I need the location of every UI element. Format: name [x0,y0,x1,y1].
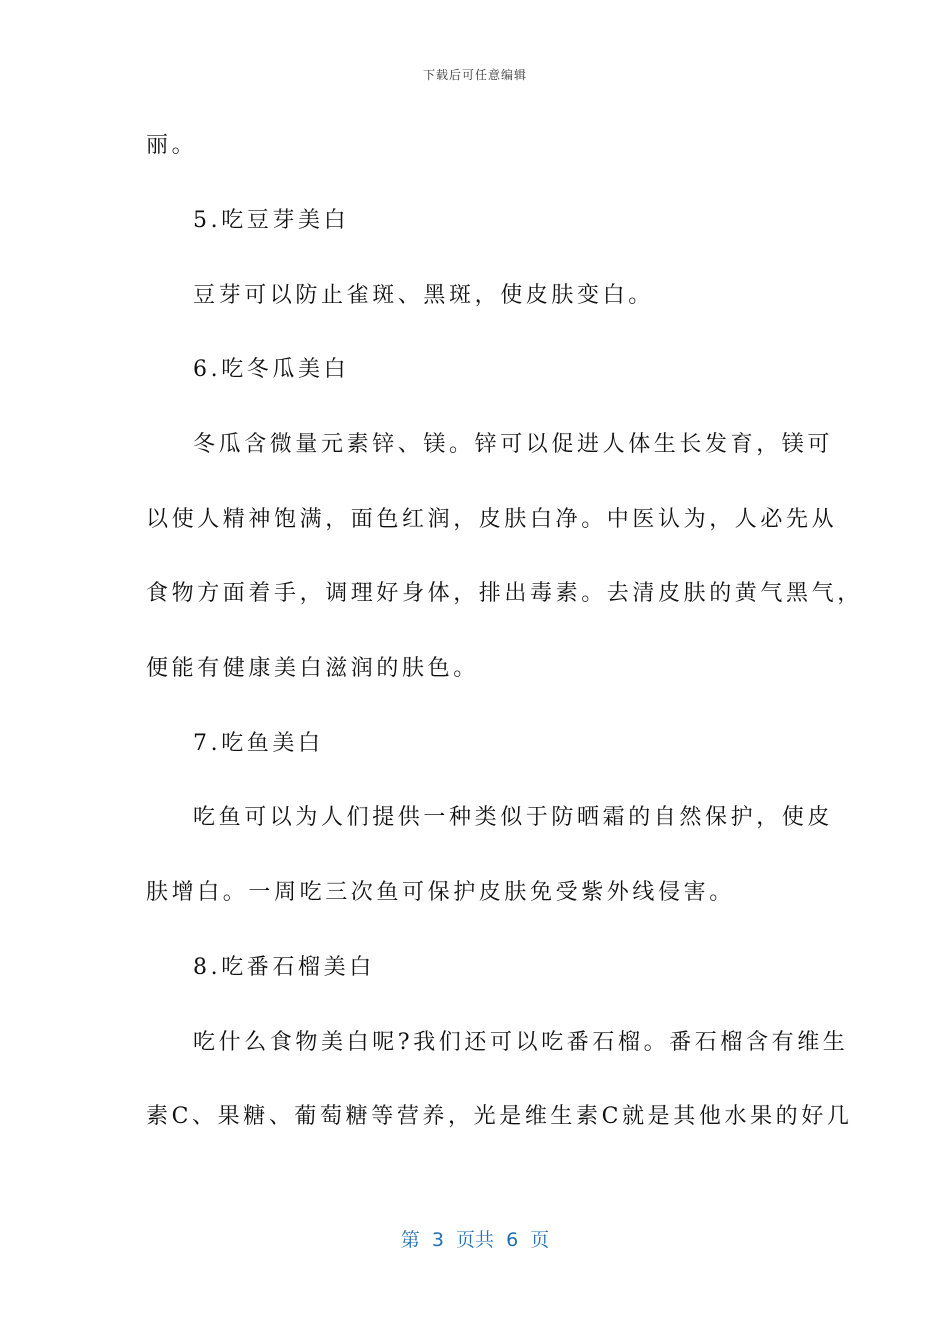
section-heading-7: 7.吃鱼美白 [193,731,324,756]
paragraph-line: 食物方面着手，调理好身体，排出毒素。去清皮肤的黄气黑气， [146,581,863,606]
paragraph-line: 便能有健康美白滋润的肤色。 [146,656,479,681]
page-number-footer: 第 3 页共 6 页 [400,1229,550,1251]
paragraph-line: 吃鱼可以为人们提供一种类似于防晒霜的自然保护，使皮 [193,805,834,830]
paragraph-line: 丽。 [146,133,198,158]
paragraph-line: 以使人精神饱满，面色红润，皮肤白净。中医认为，人必先从 [146,507,838,532]
paragraph-line: 冬瓜含微量元素锌、镁。锌可以促进人体生长发育，镁可 [193,432,834,457]
page-header: 下载后可任意编辑 [422,68,527,82]
paragraph-line: 肤增白。一周吃三次鱼可保护皮肤免受紫外线侵害。 [146,880,735,905]
section-heading-5: 5.吃豆芽美白 [193,208,350,233]
paragraph-line: 素C、果糖、葡萄糖等营养，光是维生素C就是其他水果的好几 [146,1104,853,1129]
paragraph-line: 豆芽可以防止雀斑、黑斑，使皮肤变白。 [193,283,654,308]
section-heading-8: 8.吃番石榴美白 [193,955,375,980]
section-heading-6: 6.吃冬瓜美白 [193,357,350,382]
paragraph-line: 吃什么食物美白呢?我们还可以吃番石榴。番石榴含有维生 [193,1030,849,1055]
